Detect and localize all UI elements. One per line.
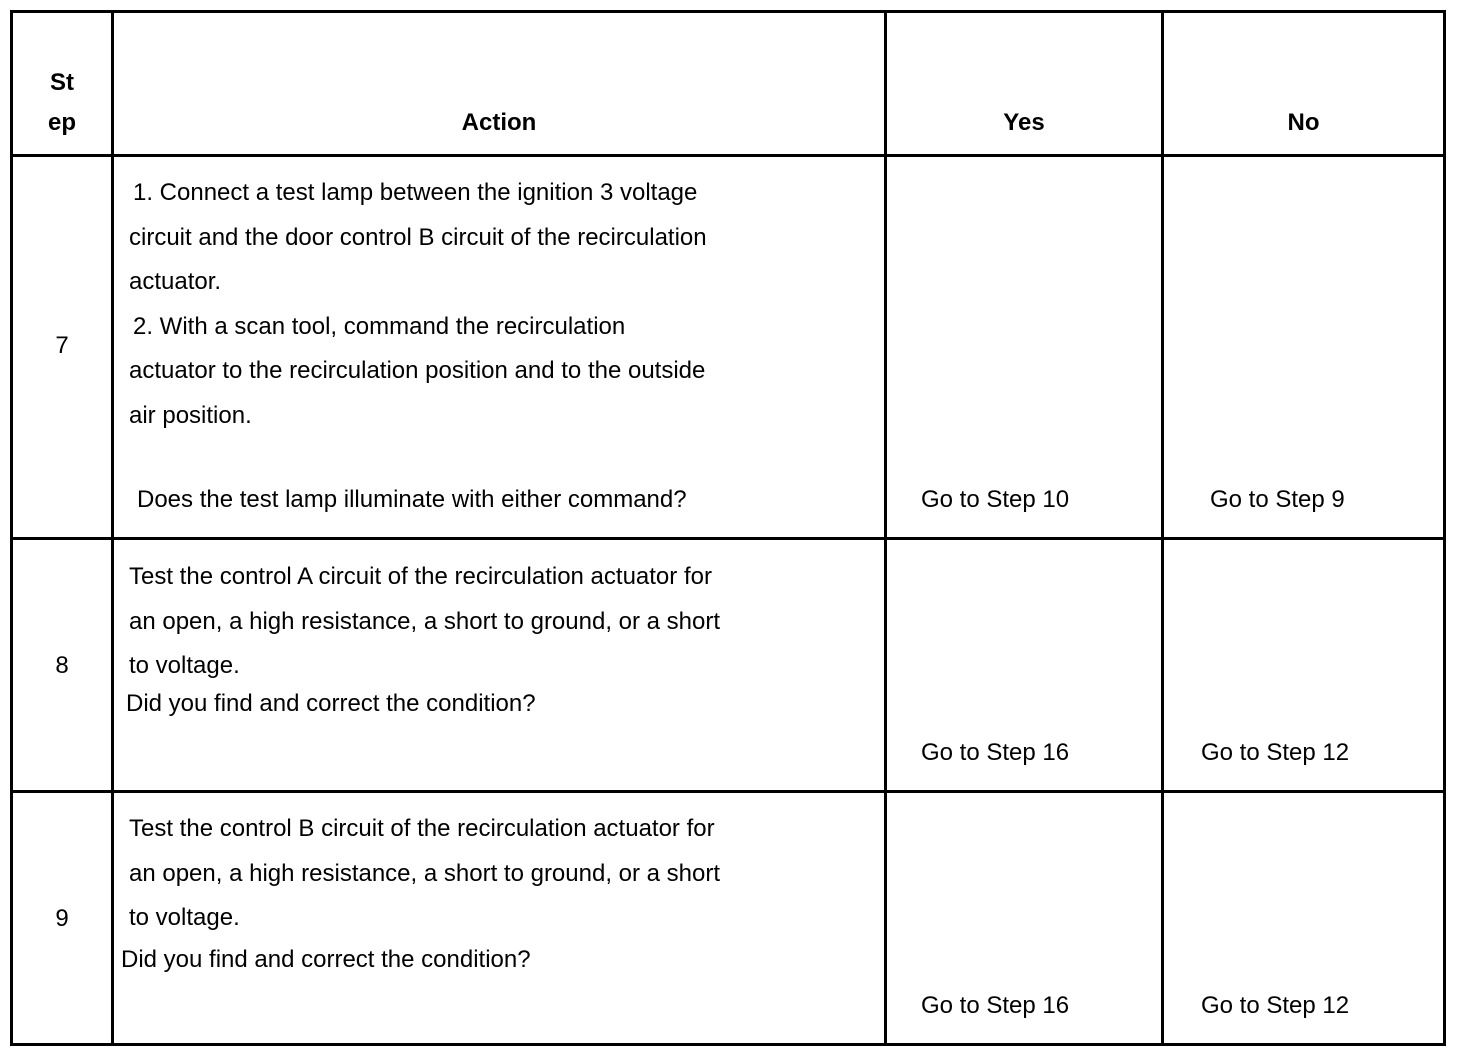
action-line: circuit and the door control B circuit of the recirculation bbox=[129, 223, 707, 251]
yes-result: Go to Step 16 bbox=[921, 992, 1070, 1019]
table-border-bottom bbox=[10, 1043, 1446, 1046]
action-text bbox=[129, 171, 707, 438]
action-line: 2. With a scan tool, command the recirculation bbox=[133, 312, 626, 340]
step-number: 7 bbox=[55, 332, 69, 359]
diagnostic-table bbox=[10, 10, 1446, 1046]
action-line: actuator. bbox=[129, 268, 222, 295]
action-question: Did you find and correct the condition? bbox=[121, 946, 531, 973]
action-line: an open, a high resistance, a short to ground, or a short bbox=[129, 607, 721, 635]
action-text bbox=[129, 555, 720, 689]
table-border-left bbox=[10, 10, 13, 1046]
header-step-line1: St bbox=[50, 69, 74, 96]
step-number: 8 bbox=[55, 652, 69, 679]
action-line: air position. bbox=[129, 401, 252, 429]
header-step-line2: ep bbox=[47, 109, 76, 136]
action-question: Does the test lamp illuminate with either command? bbox=[137, 486, 687, 513]
step-number: 9 bbox=[55, 905, 69, 932]
header-step bbox=[13, 63, 111, 143]
column-divider bbox=[111, 10, 114, 1046]
header-action: Action bbox=[461, 109, 537, 136]
yes-result: Go to Step 16 bbox=[921, 739, 1070, 766]
no-result: Go to Step 9 bbox=[1210, 486, 1345, 513]
header-yes: Yes bbox=[1003, 109, 1045, 136]
column-divider bbox=[1161, 10, 1164, 1046]
action-line: actuator to the recirculation position and to the outside bbox=[129, 357, 706, 384]
no-result: Go to Step 12 bbox=[1201, 992, 1350, 1019]
action-line: to voltage. bbox=[129, 652, 240, 679]
action-line: to voltage. bbox=[129, 904, 240, 931]
row-divider bbox=[10, 537, 1446, 540]
header-divider bbox=[10, 154, 1446, 157]
action-line: 1. Connect a test lamp between the ignition 3 voltage bbox=[133, 179, 698, 206]
action-line: Test the control A circuit of the recirculation actuator for bbox=[129, 563, 712, 590]
action-question: Did you find and correct the condition? bbox=[126, 690, 536, 717]
no-result: Go to Step 12 bbox=[1201, 739, 1350, 766]
column-divider bbox=[884, 10, 887, 1046]
action-text bbox=[129, 807, 720, 941]
header-no: No bbox=[1287, 109, 1320, 136]
yes-result: Go to Step 10 bbox=[921, 486, 1070, 513]
action-line: an open, a high resistance, a short to ground, or a short bbox=[129, 859, 721, 887]
action-line: Test the control B circuit of the recirculation actuator for bbox=[129, 815, 715, 842]
row-divider bbox=[10, 790, 1446, 793]
table-border-top bbox=[10, 10, 1446, 13]
table-border-right bbox=[1443, 10, 1446, 1046]
